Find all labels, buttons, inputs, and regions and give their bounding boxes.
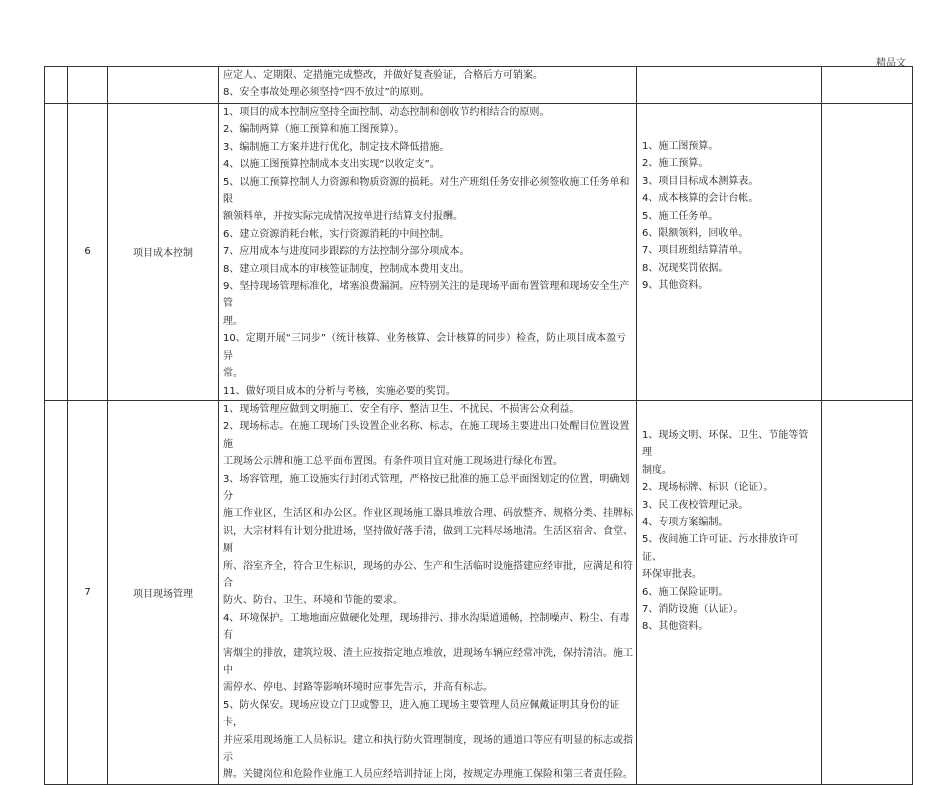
- record-line: 1、现场文明、环保、卫生、节能等管理: [642, 429, 809, 459]
- record-line: 2、现场标牌、标识（论证）。: [642, 482, 774, 494]
- requirement-line: 需停水、停电、封路等影响环境时应事先告示，并高有标志。: [223, 682, 493, 694]
- row-name: 项目成本控制: [108, 104, 219, 401]
- record-line: 5、夜间施工许可证、污水排放许可证、: [642, 534, 799, 563]
- row-index: [68, 67, 108, 104]
- requirement-line: 所、浴室齐全，符合卫生标识，现场的办公、生产和生活临时设施搭建应经审批，应满足和符合: [223, 560, 633, 589]
- requirement-line: 8、安全事故处理必须坚持“四不放过”的原则。: [223, 87, 430, 99]
- record-line: 4、成本核算的会计台帐。: [642, 193, 759, 205]
- record-line: 7、消防设施（认证）。: [642, 603, 744, 615]
- record-line: 5、施工任务单。: [642, 210, 719, 222]
- requirement-line: 并应采用现场施工人员标识。建立和执行防火管理制度，现场的通道口等应有明显的标志或指示: [223, 734, 633, 764]
- requirement-line: 7、应用成本与进度同步跟踪的方法控制分部分项成本。: [223, 246, 470, 258]
- requirement-line: 2、现场标志。在施工现场门头设置企业名称、标志，在施工现场主要进出口处醒目位置设置施: [223, 421, 630, 450]
- requirement-line: 3、编制施工方案并进行优化，制定技术降低措施。: [223, 141, 450, 153]
- requirement-line: 牌。关键岗位和危险作业施工人员应经培训持证上岗，按规定办理施工保险和第三者责任险。: [223, 769, 633, 781]
- requirement-line: 理。: [223, 315, 243, 327]
- record-line: 6、施工保险证明。: [642, 586, 729, 598]
- table-row: [45, 104, 913, 401]
- requirement-line: 5、防火保安。现场应设立门卫或警卫，进入施工现场主要管理人员应佩戴证明其身份的证卡，: [223, 699, 620, 729]
- requirement-line: 1、项目的成本控制应坚持全面控制、动态控制和创收节约相结合的原则。: [223, 107, 550, 118]
- table-row: [45, 67, 913, 104]
- record-line: 7、项目班组结算清单。: [642, 245, 749, 257]
- requirement-line: 识，大宗材料有计划分批进场，坚持做好落手清，做到工完料尽场地清。生活区宿舍、食堂、厕: [223, 525, 633, 555]
- row-index: 6: [68, 104, 108, 401]
- requirement-line: 2、编制两算（施工预算和施工图预算）。: [223, 124, 405, 136]
- record-line: 1、施工图预算。: [642, 141, 719, 152]
- record-line: 制度。: [642, 464, 672, 476]
- record-line: 3、项目目标成本测算表。: [642, 175, 759, 187]
- record-line: 8、况现奖罚依据。: [642, 262, 729, 274]
- row-name: [108, 67, 219, 104]
- requirement-line: 3、场容管理，施工设施实行封闭式管理，严格按已批准的施工总平面图划定的位置，明确划分: [223, 473, 630, 502]
- requirement-line: 应定人、定期限、定措施完成整改，并做好复查验证，合格后方可销案。: [223, 70, 543, 81]
- requirement-line: 11、做好项目成本的分析与考核，实施必要的奖罚。: [223, 385, 456, 397]
- record-line: 9、其他资料。: [642, 280, 709, 292]
- requirement-line: 4、环境保护。工地地面应做硬化处理，现场排污、排水沟渠道通畅，控制噪声、粉尘、有毒有: [223, 612, 630, 642]
- row-index: 7: [68, 400, 108, 784]
- records-cell: [637, 104, 822, 401]
- record-line: 2、施工预算。: [642, 158, 709, 170]
- requirements-cell: [219, 104, 637, 401]
- remark-cell: [822, 400, 913, 784]
- requirement-line: 害烟尘的排放，建筑垃圾、渣土应按指定地点堆放，进现场车辆应经常冲洗，保持清洁。施工中: [223, 647, 633, 676]
- requirement-line: 9、坚持现场管理标准化，堵塞浪费漏洞。应特别关注的是现场平面布置管理和现场安全生产管: [223, 281, 630, 310]
- requirement-line: 5、以施工预算控制人力资源和物质资源的损耗。对生产班组任务安排必须签收施工任务单和限: [223, 176, 630, 206]
- requirement-line: 6、建立资源消耗台帐，实行资源消耗的中间控制。: [223, 228, 450, 240]
- requirement-line: 防火、防台、卫生、环境和节能的要求。: [223, 595, 403, 607]
- requirement-line: 8、建立项目成本的审核签证制度，控制成本费用支出。: [223, 263, 470, 275]
- record-line: 6、限额领料，回收单。: [642, 228, 749, 240]
- requirement-line: 工现场公示牌和施工总平面布置图。有条件项目宜对施工现场进行绿化布置。: [223, 456, 563, 468]
- remark-cell: [822, 104, 913, 401]
- blank-cell: [45, 67, 68, 104]
- remark-cell: [822, 67, 913, 104]
- requirement-line: 施工作业区，生活区和办公区。作业区现场施工器具堆放合理、码放整齐、规格分类、挂牌标: [223, 508, 633, 520]
- blank-cell: [45, 400, 68, 784]
- requirement-line: 4、以施工图预算控制成本支出实现“以收定支”。: [223, 159, 440, 171]
- requirement-line: 额领料单，并按实际完成情况按单进行结算支付报酬。: [223, 211, 463, 223]
- header-mark: 精品文: [876, 58, 906, 69]
- records-cell: [637, 400, 822, 784]
- records-cell: [637, 67, 822, 104]
- requirement-line: 常。: [223, 368, 243, 380]
- requirement-line: 1、现场管理应做到文明施工、安全有序、整洁卫生、不扰民、不损害公众利益。: [223, 403, 580, 415]
- row-name: 项目现场管理: [108, 400, 219, 784]
- blank-cell: [45, 104, 68, 401]
- table-row: [45, 400, 913, 784]
- record-line: 4、专项方案编制。: [642, 516, 729, 528]
- record-line: 8、其他资料。: [642, 621, 709, 633]
- requirement-line: 10、定期开展“三同步”（统计核算、业务核算、会计核算的同步）检查，防止项目成本盈亏异: [223, 333, 627, 362]
- record-line: 3、民工夜校管理记录。: [642, 499, 749, 511]
- requirements-cell: [219, 400, 637, 784]
- record-line: 环保审批表。: [642, 569, 702, 581]
- requirements-cell: [219, 67, 637, 104]
- management-table: [44, 66, 913, 785]
